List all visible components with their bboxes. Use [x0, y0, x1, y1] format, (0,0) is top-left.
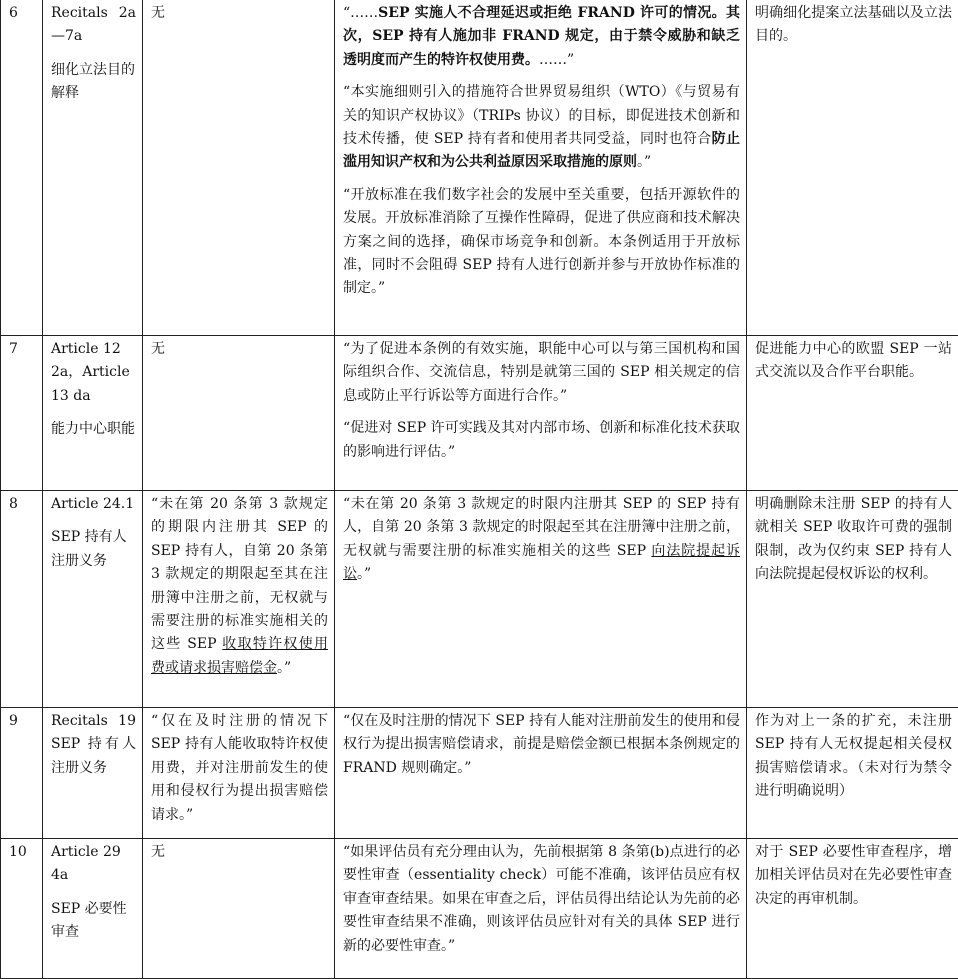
row-number: 10 — [1, 839, 43, 979]
article-ref: Article 24.1 — [51, 493, 136, 516]
topic-label: SEP 持有人注册义务 — [51, 526, 136, 573]
article-cell — [43, 0, 143, 336]
original-text: “仅在及时注册的情况下 SEP 持有人能收取特许权使用费，并对注册前发生的使用和侵权行为提出损害赔偿请求。” — [143, 708, 335, 839]
original-text: 无 — [143, 336, 335, 491]
note-text: 促进能力中心的欧盟 SEP 一站式交流以及合作平台职能。 — [747, 336, 958, 491]
row-number: 7 — [1, 336, 43, 491]
article-cell — [43, 336, 143, 491]
original-text: “未在第 20 条第 3 款规定的期限内注册其 SEP 的 SEP 持有人，自第 20 条第 3 款规定的期限起至其在注册簿中注册之前，无权就与需要注册的标准实施相关的这些 SEP 收取特许权使用费或请求损害赔偿金。” — [143, 491, 335, 708]
row-number: 8 — [1, 491, 43, 708]
article-ref: Article 29 4a — [51, 841, 136, 888]
amendment-text: “仅在及时注册的情况下 SEP 持有人能对注册前发生的使用和侵权行为提出损害赔偿请求，前提是赔偿金额已根据本条例规定的 FRAND 规则确定。” — [335, 708, 747, 839]
note-text: 作为对上一条的扩充，未注册 SEP 持有人无权提起相关侵权损害赔偿请求。（未对行为禁令进行明确说明） — [747, 708, 958, 839]
topic-label: 细化立法目的解释 — [51, 59, 136, 106]
amendment-text: “未在第 20 条第 3 款规定的时限内注册其 SEP 的 SEP 持有人，自第 20 条第 3 款规定的时限起至其在注册簿中注册之前，无权就与需要注册的标准实施相关的这些 SEP 向法院提起诉讼。” — [335, 491, 747, 708]
amendment-text — [335, 0, 747, 336]
original-text: 无 — [143, 0, 335, 336]
article-ref: Article 12 2a，Article 13 da — [51, 338, 136, 408]
table-row — [1, 0, 958, 336]
article-cell — [43, 491, 143, 708]
table-row — [1, 491, 958, 708]
table-row — [1, 336, 958, 491]
amendment-text: “如果评估员有充分理由认为，先前根据第 8 条第(b)点进行的必要性审查（essentiality check）可能不准确，该评估员应有权审查审查结果。如果在审查之后，评估员得出结论认为先前的必要性审查结果不准确，则该评估员应针对有关的具体 SEP 进行新的必要性审查。” — [335, 839, 747, 979]
row-number: 9 — [1, 708, 43, 839]
topic-label: SEP 必要性审查 — [51, 898, 136, 945]
note-text: 对于 SEP 必要性审查程序，增加相关评估员对在先必要性审查决定的再审机制。 — [747, 839, 958, 979]
note-text: 明确删除未注册 SEP 的持有人就相关 SEP 收取许可费的强制限制，改为仅约束 SEP 持有人向法院提起侵权诉讼的权利。 — [747, 491, 958, 708]
table-row — [1, 708, 958, 839]
amendment-paragraph: “本实施细则引入的措施符合世界贸易组织（WTO）《与贸易有关的知识产权协议》（TRIPs 协议）的目标，即促进技术创新和技术传播，使 SEP 持有者和使用者共同受益，同时也符合防止滥用知识产权和为公共利益原因采取措施的原则。” — [343, 81, 740, 175]
amendment-paragraph: “促进对 SEP 许可实践及其对内部市场、创新和标准化技术获取的影响进行评估。” — [343, 417, 740, 464]
note-text: 明确细化提案立法基础以及立法目的。 — [747, 0, 958, 336]
row-number: 6 — [1, 0, 43, 336]
amendment-paragraph: “……SEP 实施人不合理延迟或拒绝 FRAND 许可的情况。其次，SEP 持有人施加非 FRAND 规定，由于禁令威胁和缺乏透明度而产生的特许权使用费。……” — [343, 2, 740, 72]
amendment-paragraph: “为了促进本条例的有效实施，职能中心可以与第三国机构和国际组织合作、交流信息，特别是就第三国的 SEP 相关规定的信息或防止平行诉讼等方面进行合作。” — [343, 338, 740, 408]
topic-label: 能力中心职能 — [51, 418, 136, 441]
article-ref: Recitals 2a—7a — [51, 2, 136, 49]
amendment-text — [335, 336, 747, 491]
original-text: 无 — [143, 839, 335, 979]
article-cell — [43, 708, 143, 839]
article-ref: Recitals 19 SEP 持有人注册义务 — [51, 710, 136, 780]
amendment-paragraph: “开放标准在我们数字社会的发展中至关重要，包括开源软件的发展。开放标准消除了互操作性障碍，促进了供应商和技术解决方案之间的选择，确保市场竞争和创新。本条例适用于开放标准，同时不会阻碍 SEP 持有人进行创新并参与开放协作标准的制定。” — [343, 184, 740, 301]
table-row — [1, 839, 958, 979]
article-cell — [43, 839, 143, 979]
topic-label: SEP 持有人注册义务 — [51, 736, 136, 775]
